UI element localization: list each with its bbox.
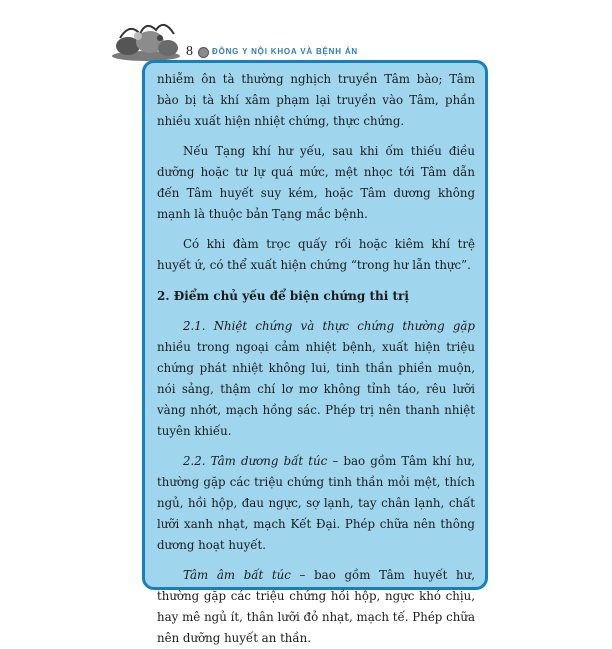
section-heading: 2. Điểm chủ yếu để biện chứng thi trị bbox=[157, 289, 409, 303]
section-2-1-text: nhiều trong ngoại cảm nhiệt bệnh, xuất hiện triệu chứng phát nhiệt không lui, tinh thần phiền muộn, nói sảng, thậm chí lơ mơ không tỉnh táo, rêu lưỡi vàng nhớt, mạch hồng sác. Phép trị nên thanh nhiệt tuyên khiếu. bbox=[157, 340, 475, 438]
header-bullet-icon bbox=[198, 47, 209, 58]
section-2-2 bbox=[157, 451, 475, 556]
section-2-2-term: 2.2. Tâm dương bất túc bbox=[183, 454, 328, 468]
paragraph-3: Có khi đàm trọc quấy rối hoặc kiêm khí trệ huyết ứ, có thể xuất hiện chứng “trong hư lẫn thực”. bbox=[157, 237, 475, 272]
page-number: 8 bbox=[186, 44, 193, 59]
section-2-2-text: – bao gồm Tâm khí hư, thường gặp các triệu chứng tinh thần mỏi mệt, thích ngủ, hồi hộp, đau ngực, sợ lạnh, tay chân lạnh, chất lưỡi xanh nhạt, mạch Kết Đại. Phép chữa nên thông dương hoạt huyết. bbox=[157, 454, 475, 552]
content-box bbox=[142, 60, 488, 645]
herbs-illustration-icon bbox=[110, 16, 182, 62]
book-title: ĐÔNG Y NỘI KHOA VÀ BỆNH ÁN bbox=[212, 47, 358, 56]
page-header bbox=[110, 16, 410, 62]
paragraph-2: Nếu Tạng khí hư yếu, sau khi ốm thiếu điều dưỡng hoặc tư lự quá mức, mệt nhọc tới Tâm dẫn đến Tâm huyết suy kém, hoặc Tâm dương không mạnh là thuộc bản Tạng mắc bệnh. bbox=[157, 144, 475, 221]
section-2-1-term: 2.1. Nhiệt chứng và thực chứng thường gặp bbox=[183, 319, 475, 333]
section-2-1 bbox=[157, 316, 475, 442]
section-tam-am bbox=[157, 565, 475, 649]
paragraph-1: nhiễm ôn tà thường nghịch truyền Tâm bào; Tâm bào bị tà khí xâm phạm lại truyền vào Tâm, phần nhiều xuất hiện nhiệt chứng, thực chứng. bbox=[157, 72, 475, 128]
section-tam-am-text: – bao gồm Tâm huyết hư, thường gặp các triệu chứng hồi hộp, ngực khó chịu, hay mê ngủ ít, thân lưỡi đỏ nhạt, mạch tế. Phép chữa nên dưỡng huyết an thần. bbox=[157, 568, 475, 645]
section-tam-am-term: Tâm âm bất túc bbox=[183, 568, 291, 582]
